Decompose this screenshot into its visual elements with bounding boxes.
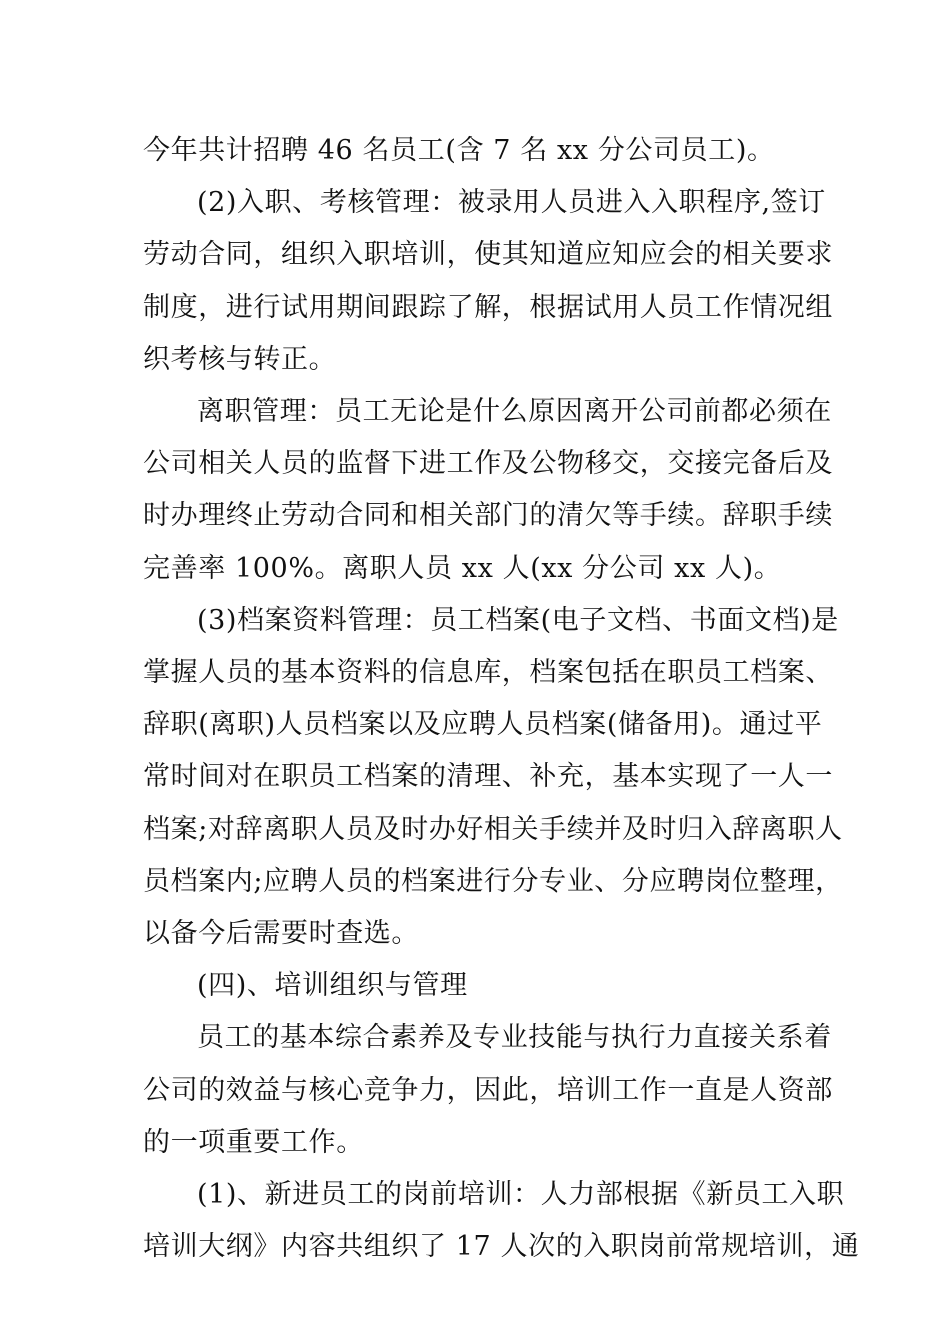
text-line: (1)、新进员工的岗前培训：人力部根据《新员工入职	[197, 1179, 845, 1211]
text-line: 培训大纲》内容共组织了 17 人次的入职岗前常规培训，通	[143, 1231, 860, 1263]
text-line: 常时间对在职员工档案的清理、补充，基本实现了一人一	[143, 761, 833, 793]
text-line: 离职管理：员工无论是什么原因离开公司前都必须在	[197, 396, 832, 428]
paragraph-resignation-management	[143, 386, 833, 595]
text-line: 公司的效益与核心竞争力，因此，培训工作一直是人资部	[143, 1074, 833, 1106]
text-line: 今年共计招聘 46 名员工(含 7 名 xx 分公司员工)。	[143, 135, 775, 166]
text-line: 档案;对辞离职人员及时办好相关手续并及时归入辞离职人	[143, 813, 843, 845]
text-line: 时办理终止劳动合同和相关部门的清欠等手续。辞职手续	[143, 500, 833, 532]
text-line: 制度，进行试用期间跟踪了解，根据试用人员工作情况组	[143, 291, 833, 323]
text-line: 织考核与转正。	[143, 343, 337, 375]
text-line: (四)、培训组织与管理	[197, 970, 468, 1002]
document-body	[143, 125, 860, 1273]
text-line: 劳动合同，组织入职培训，使其知道应知应会的相关要求	[143, 239, 833, 271]
text-line: 的一项重要工作。	[143, 1126, 364, 1158]
paragraph-training-importance	[143, 1012, 833, 1169]
paragraph-new-employee-training	[143, 1169, 860, 1273]
paragraph-recruitment-summary	[143, 125, 807, 177]
text-line: 以备今后需要时查选。	[143, 918, 419, 950]
text-line: (2)入职、考核管理：被录用人员进入入职程序,签订	[197, 187, 826, 219]
text-line: (3)档案资料管理：员工档案(电子文档、书面文档)是	[197, 604, 839, 636]
text-line: 员工的基本综合素养及专业技能与执行力直接关系着	[197, 1022, 832, 1054]
section-heading-training	[143, 960, 807, 1012]
text-line: 完善率 100%。离职人员 xx 人(xx 分公司 xx 人)。	[143, 552, 782, 584]
paragraph-onboarding-assessment	[143, 177, 833, 386]
text-line: 员档案内;应聘人员的档案进行分专业、分应聘岗位整理，	[143, 865, 843, 897]
text-line: 公司相关人员的监督下进工作及公物移交，交接完备后及	[143, 448, 833, 480]
text-line: 辞职(离职)人员档案以及应聘人员档案(储备用)。通过平	[143, 709, 823, 741]
paragraph-archive-management	[143, 595, 843, 960]
text-line: 掌握人员的基本资料的信息库，档案包括在职员工档案、	[143, 657, 833, 689]
